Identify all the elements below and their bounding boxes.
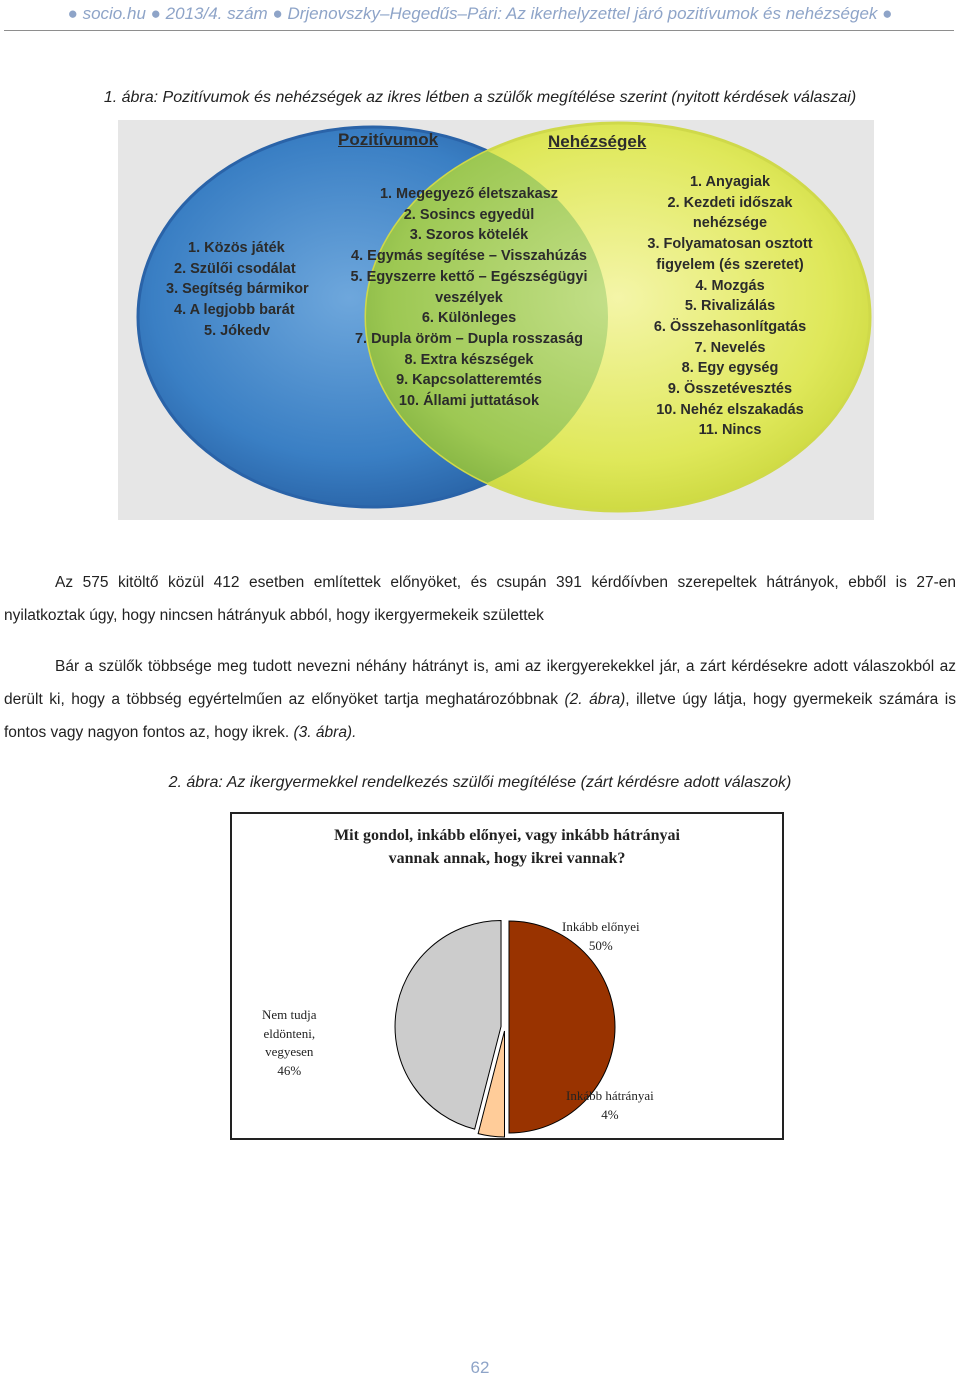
page-number: 62 (470, 1358, 490, 1377)
paragraph-2 (4, 650, 956, 749)
list-item: 5. Jókedv (204, 322, 271, 339)
pie-svg (232, 814, 782, 1138)
list-item: 5. Rivalizálás (684, 298, 776, 315)
list-item: 10. Állami juttatások (398, 393, 540, 410)
header-bullet: ● (67, 4, 78, 23)
figure-reference: (3. ábra). (293, 724, 357, 741)
venn-left-list (162, 238, 309, 342)
list-item: 4. A legjobb barát (174, 302, 295, 319)
pie-label-text: Nem tudja (262, 1007, 317, 1022)
list-item: 9. Kapcsolatteremtés (396, 372, 542, 389)
pie-chart (230, 812, 784, 1140)
paragraph-2-text (4, 650, 956, 749)
pie-slice-label (566, 1087, 654, 1124)
list-item: 8. Extra készségek (404, 351, 534, 368)
list-item: 11. Nincs (698, 422, 762, 439)
venn-center-list (338, 184, 600, 412)
paragraph-2-part-b: , illetve úgy látja, hogy gyermekeik számára is fontos vagy nagyon fontos az, hogy ikrek. (4, 691, 956, 741)
paragraph-1-line-2: nyilatkoztak úgy, hogy nincsen hátrányuk abból, hogy ikergyermekeik születtek (4, 607, 544, 624)
list-item: 2. Kezdeti időszak (667, 194, 793, 211)
list-item: 6. Különleges (421, 310, 517, 327)
list-item: 2. Sosincs egyedül (403, 206, 535, 223)
list-item: 4. Egymás segítése – Visszahúzás (351, 248, 587, 265)
list-item: 5. Egyszerre kettő – Egészségügyi (350, 268, 588, 285)
pie-slice (395, 920, 501, 1129)
list-item: 3. Segítség bármikor (166, 281, 309, 298)
running-header (0, 0, 960, 24)
list-item: 3. Folyamatosan osztott (647, 236, 813, 253)
header-divider (4, 30, 954, 31)
list-item: 6. Összehasonlítgatás (653, 318, 807, 335)
list-item: 8. Egy egység (681, 360, 779, 377)
list-item: 1. Anyagiak (689, 174, 771, 190)
figure2-caption: 2. ábra: Az ikergyermekkel rendelkezés szülői megítélése (zárt kérdésre adott válaszok) (168, 774, 792, 791)
list-item: 9. Összetévesztés (667, 381, 793, 398)
venn-right-title: Nehézségek (548, 132, 647, 151)
list-item: 2. Szülői csodálat (174, 260, 296, 277)
pie-label-text: eldönteni, (263, 1025, 316, 1041)
header-bullet: ● (272, 4, 283, 23)
list-item: 4. Mozgás (695, 277, 765, 294)
list-item: veszélyek (435, 289, 503, 306)
paragraph-1 (4, 566, 956, 632)
pie-label-text: vegyesen (265, 1044, 314, 1059)
list-item: 7. Nevelés (694, 339, 766, 356)
paragraph-1-line-1: Az 575 kitöltő közül 412 esetben említettek előnyöket, és csupán 391 kérdőívben szerepeltek hátrányok, ebből is 27-en (55, 574, 956, 591)
venn-right-list (634, 172, 826, 441)
chart-title-line-2: vannak annak, hogy ikrei vannak? (388, 850, 626, 867)
header-article: Drjenovszky–Hegedűs–Pári: Az ikerhelyzettel járó pozitívumok és nehézségek (287, 4, 878, 23)
header-site: socio.hu (82, 4, 146, 23)
list-item: 7. Dupla öröm – Dupla rosszaság (354, 330, 584, 347)
list-item: 10. Nehéz elszakadás (656, 401, 804, 418)
pie-slice-label (562, 918, 640, 955)
venn-diagram (118, 120, 874, 520)
paragraph-2-part-a: Bár a szülők többsége meg tudott nevezni néhány hátrányt is, ami az ikergyerekekkel jár, a zárt kérdésekre adott válaszokból az derült ki, hogy a többség egyértelműen az előnyöket tartja meghatározóbbnak (4, 658, 956, 708)
venn-left-title: Pozitívumok (338, 130, 439, 149)
list-item: 1. Megegyező életszakasz (379, 186, 559, 202)
header-bullet: ● (150, 4, 161, 23)
figure-reference: (2. ábra) (564, 691, 626, 708)
pie-label-text: Inkább hátrányai (566, 1088, 654, 1103)
list-item: nehézsége (692, 215, 768, 232)
figure1-caption: 1. ábra: Pozitívumok és nehézségek az ikres létben a szülők megítélése szerint (nyitott kérdések válaszai) (103, 89, 857, 106)
chart-title-line-1: Mit gondol, inkább előnyei, vagy inkább hátrányai (334, 827, 680, 844)
pie-slice-label (262, 1006, 317, 1080)
header-bullet: ● (882, 4, 893, 23)
pie-label-value: 46% (277, 1062, 302, 1078)
header-issue: 2013/4. szám (165, 4, 268, 23)
list-item: figyelem (és szeretet) (656, 256, 804, 273)
pie-label-value: 50% (588, 937, 613, 953)
list-item: 3. Szoros kötelék (409, 227, 529, 244)
pie-label-value: 4% (601, 1106, 619, 1122)
pie-label-text: Inkább előnyei (562, 919, 640, 934)
list-item: 1. Közös játék (188, 240, 285, 256)
